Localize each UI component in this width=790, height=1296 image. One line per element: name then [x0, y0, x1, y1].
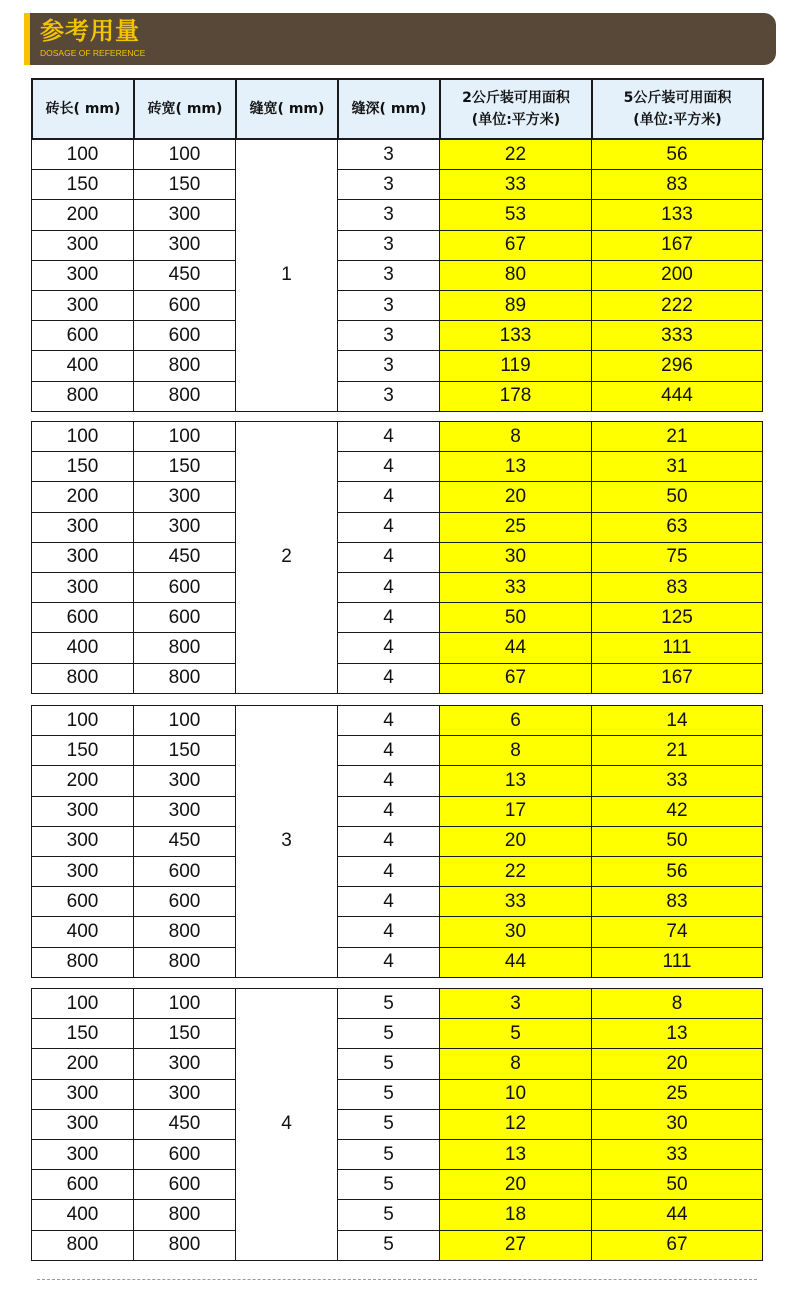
header-area-5kg [592, 79, 763, 139]
area-5kg-cell: 222 [592, 290, 763, 320]
tile-length-cell: 400 [32, 1200, 134, 1230]
tile-width-cell: 450 [134, 542, 236, 572]
area-5kg-cell: 63 [592, 512, 763, 542]
tile-width-cell: 300 [134, 1079, 236, 1109]
gap-depth-cell: 4 [338, 736, 440, 766]
table-row [32, 452, 763, 482]
area-2kg-cell: 33 [440, 170, 592, 200]
tile-length-cell: 600 [32, 1170, 134, 1200]
tile-length-cell: 150 [32, 452, 134, 482]
area-2kg-cell: 30 [440, 917, 592, 947]
banner-accent-bar [24, 13, 30, 65]
area-5kg-cell: 83 [592, 572, 763, 602]
area-5kg-cell: 21 [592, 422, 763, 452]
table-row [32, 422, 763, 452]
area-5kg-cell: 444 [592, 381, 763, 411]
gap-group-table [31, 988, 763, 1261]
area-5kg-cell: 8 [592, 989, 763, 1019]
gap-depth-cell: 4 [338, 572, 440, 602]
tile-width-cell: 300 [134, 200, 236, 230]
tile-width-cell: 800 [134, 351, 236, 381]
area-5kg-cell: 133 [592, 200, 763, 230]
gap-depth-cell: 5 [338, 1170, 440, 1200]
tile-width-cell: 100 [134, 140, 236, 170]
tile-length-cell: 600 [32, 603, 134, 633]
area-2kg-cell: 89 [440, 290, 592, 320]
table-row [32, 633, 763, 663]
area-5kg-cell: 83 [592, 170, 763, 200]
gap-depth-cell: 5 [338, 1230, 440, 1260]
table-row [32, 1109, 763, 1139]
table-row [32, 736, 763, 766]
area-5kg-cell: 125 [592, 603, 763, 633]
area-2kg-cell: 12 [440, 1109, 592, 1139]
tile-width-cell: 150 [134, 1019, 236, 1049]
tile-length-cell: 300 [32, 1139, 134, 1169]
tile-width-cell: 150 [134, 170, 236, 200]
table-row [32, 381, 763, 411]
area-2kg-cell: 20 [440, 482, 592, 512]
tile-width-cell: 150 [134, 452, 236, 482]
gap-group-table [31, 421, 763, 694]
area-2kg-cell: 3 [440, 989, 592, 1019]
area-2kg-cell: 8 [440, 422, 592, 452]
gap-depth-cell: 4 [338, 482, 440, 512]
gap-depth-cell: 5 [338, 1200, 440, 1230]
gap-depth-cell: 3 [338, 140, 440, 170]
area-2kg-cell: 44 [440, 947, 592, 977]
area-2kg-cell: 50 [440, 603, 592, 633]
area-5kg-cell: 13 [592, 1019, 763, 1049]
area-2kg-cell: 80 [440, 260, 592, 290]
gap-depth-cell: 3 [338, 321, 440, 351]
tile-length-cell: 300 [32, 1109, 134, 1139]
area-2kg-cell: 22 [440, 856, 592, 886]
area-5kg-cell: 83 [592, 887, 763, 917]
tile-length-cell: 200 [32, 482, 134, 512]
gap-depth-cell: 5 [338, 1019, 440, 1049]
gap-depth-cell: 3 [338, 260, 440, 290]
tile-width-cell: 100 [134, 706, 236, 736]
area-2kg-cell: 67 [440, 663, 592, 693]
tile-length-cell: 150 [32, 1019, 134, 1049]
table-row [32, 230, 763, 260]
table-row [32, 200, 763, 230]
tile-length-cell: 800 [32, 663, 134, 693]
gap-depth-cell: 5 [338, 1109, 440, 1139]
tile-length-cell: 400 [32, 351, 134, 381]
area-5kg-cell: 75 [592, 542, 763, 572]
tile-length-cell: 600 [32, 321, 134, 351]
gap-width-cell: 4 [236, 989, 338, 1261]
area-5kg-cell: 25 [592, 1079, 763, 1109]
area-5kg-cell: 33 [592, 1139, 763, 1169]
area-2kg-cell: 10 [440, 1079, 592, 1109]
tile-length-cell: 800 [32, 381, 134, 411]
area-5kg-cell: 167 [592, 663, 763, 693]
header-gap-width: 缝宽( mm) [236, 79, 338, 139]
table-row [32, 512, 763, 542]
gap-depth-cell: 4 [338, 422, 440, 452]
area-5kg-cell: 30 [592, 1109, 763, 1139]
gap-group-table [31, 705, 763, 978]
gap-depth-cell: 4 [338, 603, 440, 633]
area-2kg-cell: 20 [440, 1170, 592, 1200]
table-row [32, 1170, 763, 1200]
tile-length-cell: 300 [32, 826, 134, 856]
tile-width-cell: 300 [134, 230, 236, 260]
tile-width-cell: 300 [134, 482, 236, 512]
tile-length-cell: 150 [32, 170, 134, 200]
table-row [32, 1200, 763, 1230]
table-row [32, 826, 763, 856]
table-row [32, 321, 763, 351]
tile-width-cell: 100 [134, 422, 236, 452]
tile-width-cell: 450 [134, 1109, 236, 1139]
area-2kg-cell: 119 [440, 351, 592, 381]
tile-length-cell: 800 [32, 1230, 134, 1260]
tile-width-cell: 800 [134, 1200, 236, 1230]
gap-depth-cell: 4 [338, 512, 440, 542]
area-5kg-cell: 111 [592, 947, 763, 977]
area-5kg-cell: 42 [592, 796, 763, 826]
tile-length-cell: 100 [32, 140, 134, 170]
tile-length-cell: 300 [32, 542, 134, 572]
area-5kg-cell: 67 [592, 1230, 763, 1260]
gap-group-table [31, 139, 763, 412]
gap-depth-cell: 3 [338, 381, 440, 411]
tile-width-cell: 600 [134, 603, 236, 633]
area-2kg-cell: 133 [440, 321, 592, 351]
tile-length-cell: 200 [32, 200, 134, 230]
table-row [32, 1079, 763, 1109]
area-5kg-cell: 31 [592, 452, 763, 482]
gap-depth-cell: 4 [338, 542, 440, 572]
table-row [32, 766, 763, 796]
table-row [32, 542, 763, 572]
area-2kg-cell: 18 [440, 1200, 592, 1230]
area-2kg-cell: 6 [440, 706, 592, 736]
tile-width-cell: 100 [134, 989, 236, 1019]
gap-depth-cell: 3 [338, 290, 440, 320]
tile-width-cell: 800 [134, 1230, 236, 1260]
gap-depth-cell: 4 [338, 706, 440, 736]
tile-length-cell: 400 [32, 633, 134, 663]
gap-depth-cell: 4 [338, 663, 440, 693]
banner-subtitle: DOSAGE OF REFERENCE [40, 48, 146, 58]
gap-depth-cell: 4 [338, 917, 440, 947]
tile-length-cell: 300 [32, 512, 134, 542]
gap-depth-cell: 5 [338, 1139, 440, 1169]
header-gap-depth: 缝深( mm) [338, 79, 440, 139]
gap-width-cell: 2 [236, 422, 338, 694]
tile-width-cell: 600 [134, 1139, 236, 1169]
header-area-2kg-line1: 2公斤装可用面积 [462, 90, 570, 106]
area-5kg-cell: 333 [592, 321, 763, 351]
header-area-5kg-line1: 5公斤装可用面积 [623, 90, 732, 106]
gap-width-cell: 1 [236, 140, 338, 412]
gap-depth-cell: 4 [338, 887, 440, 917]
gap-depth-cell: 3 [338, 170, 440, 200]
area-2kg-cell: 13 [440, 1139, 592, 1169]
area-2kg-cell: 27 [440, 1230, 592, 1260]
table-row [32, 572, 763, 602]
tile-width-cell: 800 [134, 381, 236, 411]
tile-width-cell: 300 [134, 1049, 236, 1079]
tile-length-cell: 200 [32, 1049, 134, 1079]
area-5kg-cell: 167 [592, 230, 763, 260]
area-2kg-cell: 17 [440, 796, 592, 826]
area-2kg-cell: 53 [440, 200, 592, 230]
table-row [32, 170, 763, 200]
header-area-5kg-line2: (单位:平方米) [633, 112, 722, 128]
gap-depth-cell: 3 [338, 200, 440, 230]
area-2kg-cell: 8 [440, 1049, 592, 1079]
tile-width-cell: 600 [134, 1170, 236, 1200]
gap-depth-cell: 4 [338, 766, 440, 796]
tile-width-cell: 300 [134, 512, 236, 542]
tile-width-cell: 450 [134, 826, 236, 856]
table-row [32, 887, 763, 917]
area-5kg-cell: 56 [592, 856, 763, 886]
area-5kg-cell: 44 [592, 1200, 763, 1230]
table-row [32, 947, 763, 977]
table-row [32, 1139, 763, 1169]
tile-width-cell: 600 [134, 856, 236, 886]
area-2kg-cell: 25 [440, 512, 592, 542]
table-row [32, 989, 763, 1019]
tile-width-cell: 800 [134, 917, 236, 947]
header-tile-length: 砖长( mm) [32, 79, 134, 139]
tile-width-cell: 800 [134, 947, 236, 977]
tile-length-cell: 300 [32, 572, 134, 602]
gap-depth-cell: 3 [338, 230, 440, 260]
tile-width-cell: 800 [134, 663, 236, 693]
table-header [31, 78, 764, 140]
gap-depth-cell: 4 [338, 633, 440, 663]
gap-depth-cell: 5 [338, 1049, 440, 1079]
tile-length-cell: 300 [32, 1079, 134, 1109]
tile-width-cell: 600 [134, 290, 236, 320]
tile-length-cell: 300 [32, 796, 134, 826]
area-5kg-cell: 21 [592, 736, 763, 766]
header-row [32, 79, 763, 139]
area-2kg-cell: 13 [440, 766, 592, 796]
tile-length-cell: 150 [32, 736, 134, 766]
area-5kg-cell: 56 [592, 140, 763, 170]
gap-depth-cell: 4 [338, 856, 440, 886]
table-row [32, 796, 763, 826]
tile-length-cell: 100 [32, 422, 134, 452]
area-2kg-cell: 67 [440, 230, 592, 260]
gap-depth-cell: 4 [338, 452, 440, 482]
area-5kg-cell: 50 [592, 482, 763, 512]
area-2kg-cell: 20 [440, 826, 592, 856]
tile-width-cell: 600 [134, 572, 236, 602]
gap-width-cell: 3 [236, 706, 338, 978]
tile-width-cell: 600 [134, 887, 236, 917]
area-5kg-cell: 20 [592, 1049, 763, 1079]
gap-depth-cell: 5 [338, 1079, 440, 1109]
tile-length-cell: 400 [32, 917, 134, 947]
table-row [32, 351, 763, 381]
area-2kg-cell: 8 [440, 736, 592, 766]
header-area-2kg-line2: (单位:平方米) [471, 112, 561, 128]
area-5kg-cell: 33 [592, 766, 763, 796]
gap-depth-cell: 4 [338, 796, 440, 826]
tile-width-cell: 150 [134, 736, 236, 766]
table-row [32, 663, 763, 693]
tile-width-cell: 600 [134, 321, 236, 351]
table-row [32, 1230, 763, 1260]
area-2kg-cell: 22 [440, 140, 592, 170]
tile-length-cell: 800 [32, 947, 134, 977]
table-row [32, 1049, 763, 1079]
table-row [32, 856, 763, 886]
tile-length-cell: 300 [32, 856, 134, 886]
table-row [32, 140, 763, 170]
header-area-2kg [440, 79, 592, 139]
area-5kg-cell: 296 [592, 351, 763, 381]
table-row [32, 1019, 763, 1049]
tile-length-cell: 200 [32, 766, 134, 796]
gap-depth-cell: 5 [338, 989, 440, 1019]
area-2kg-cell: 33 [440, 572, 592, 602]
tile-length-cell: 100 [32, 706, 134, 736]
tile-length-cell: 300 [32, 230, 134, 260]
tile-length-cell: 300 [32, 260, 134, 290]
tile-width-cell: 300 [134, 796, 236, 826]
table-row [32, 290, 763, 320]
table-row [32, 260, 763, 290]
area-5kg-cell: 74 [592, 917, 763, 947]
area-2kg-cell: 13 [440, 452, 592, 482]
gap-depth-cell: 3 [338, 351, 440, 381]
table-row [32, 706, 763, 736]
area-5kg-cell: 14 [592, 706, 763, 736]
area-5kg-cell: 50 [592, 826, 763, 856]
banner-title: 参考用量 [40, 17, 140, 45]
header-tile-width: 砖宽( mm) [134, 79, 236, 139]
tile-width-cell: 800 [134, 633, 236, 663]
table-row [32, 917, 763, 947]
tile-width-cell: 450 [134, 260, 236, 290]
tile-length-cell: 600 [32, 887, 134, 917]
area-2kg-cell: 5 [440, 1019, 592, 1049]
area-2kg-cell: 44 [440, 633, 592, 663]
area-2kg-cell: 178 [440, 381, 592, 411]
gap-depth-cell: 4 [338, 826, 440, 856]
gap-depth-cell: 4 [338, 947, 440, 977]
table-row [32, 482, 763, 512]
area-2kg-cell: 30 [440, 542, 592, 572]
tile-width-cell: 300 [134, 766, 236, 796]
area-5kg-cell: 111 [592, 633, 763, 663]
tile-length-cell: 100 [32, 989, 134, 1019]
dashed-divider [37, 1279, 757, 1280]
table-row [32, 603, 763, 633]
area-5kg-cell: 200 [592, 260, 763, 290]
area-5kg-cell: 50 [592, 1170, 763, 1200]
tile-length-cell: 300 [32, 290, 134, 320]
area-2kg-cell: 33 [440, 887, 592, 917]
